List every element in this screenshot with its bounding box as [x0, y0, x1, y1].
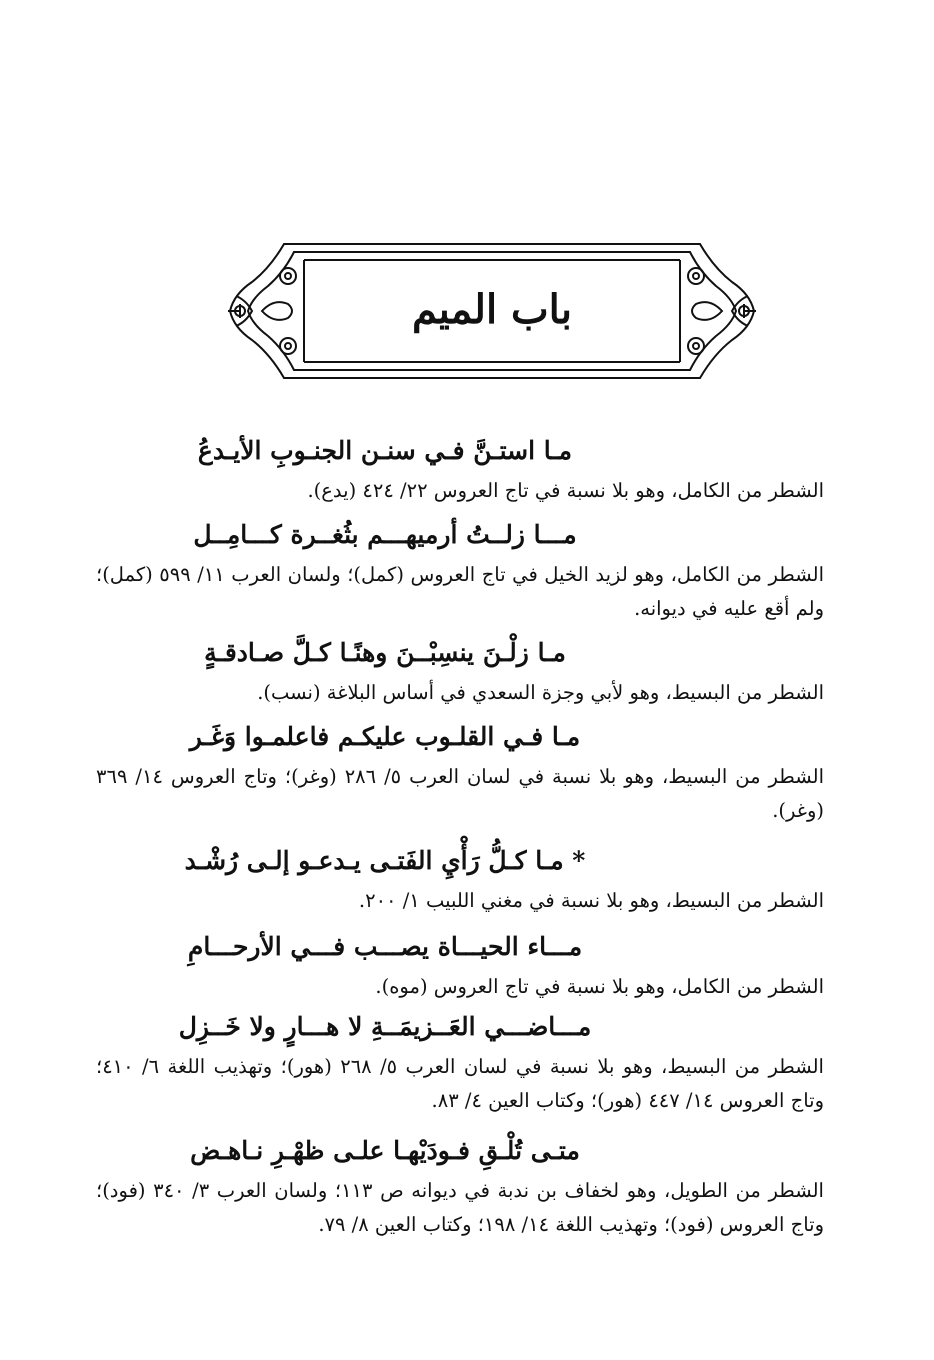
- verse-note: الشطر من البسيط، وهو بلا نسبة في لسان العرب ٥/ ٢٦٨ (هور)؛ وتهذيب اللغة ٦/ ٤١٠؛ وتاج العروس ١٤/ ٤٤٧ (هور)؛ وكتاب العين ٤/ ٨٣.: [96, 1055, 824, 1112]
- verse-list: [96, 432, 824, 1242]
- verse-line: * مـا كـلُّ رَأْيِ الفَتـى يـدعـو إلـى رُشْـد: [184, 846, 586, 875]
- verse-note: الشطر من الكامل، وهو لزيد الخيل في تاج العروس (كمل)؛ ولسان العرب ١١/ ٥٩٩ (كمل)؛ ولم أقع عليه في ديوانه.: [96, 563, 824, 620]
- verse-line: مـــاء الحيـــاة يصـــب فـــي الأرحـــامِ: [187, 932, 583, 961]
- chapter-title: باب الميم: [411, 286, 573, 333]
- verse-entry: [96, 718, 824, 828]
- verse-note: الشطر من الكامل، وهو بلا نسبة في تاج العروس (موه).: [375, 975, 824, 998]
- verse-line: مـا فـي القلـوب عليكـم فاعلمـوا وَغَـر: [189, 722, 581, 751]
- verse-entry: [96, 1132, 824, 1242]
- verse-line: مـا زلْـنَ ينسِبْــنَ وهنًـا كـلَّ صـادقـةٍ: [204, 638, 566, 667]
- verse-entry: [96, 928, 824, 1004]
- verse-line: مـا استـنَّ فـي سنـن الجنـوبِ الأيـدعُ: [197, 436, 573, 465]
- verse-entry: [96, 1008, 824, 1118]
- verse-entry: [96, 516, 824, 626]
- verse-entry: [96, 842, 824, 918]
- verse-note: الشطر من الطويل، وهو لخفاف بن ندبة في ديوانه ص ١١٣؛ ولسان العرب ٣/ ٣٤٠ (فود)؛ وتاج العروس (فود)؛ وتهذيب اللغة ١٤/ ١٩٨؛ وكتاب العين ٨/ ٧٩.: [96, 1179, 824, 1236]
- verse-note: الشطر من البسيط، وهو بلا نسبة في لسان العرب ٥/ ٢٨٦ (وغر)؛ وتاج العروس ١٤/ ٣٦٩ (وغر).: [96, 765, 824, 822]
- verse-note: الشطر من البسيط، وهو بلا نسبة في مغني اللبيب ١/ ٢٠٠.: [358, 889, 824, 912]
- verse-line: مـــاضـــي العَــزيمَــةِ لا هـــارٍ ولا خَــزِل: [178, 1012, 592, 1041]
- verse-entry: [96, 634, 824, 710]
- verse-line: مـــا زلــتُ أرميهـــم بثُغــرة كـــامِــل: [193, 520, 577, 549]
- verse-note: الشطر من الكامل، وهو بلا نسبة في تاج العروس ٢٢/ ٤٢٤ (يدع).: [307, 479, 824, 502]
- verse-note: الشطر من البسيط، وهو لأبي وجزة السعدي في أساس البلاغة (نسب).: [257, 681, 824, 704]
- verse-line: متـى تُلْـقِ فـودَيْهـا علـى ظهْـرِ نـاهـض: [190, 1136, 580, 1165]
- chapter-heading-frame: [222, 238, 762, 384]
- verse-entry: [96, 432, 824, 508]
